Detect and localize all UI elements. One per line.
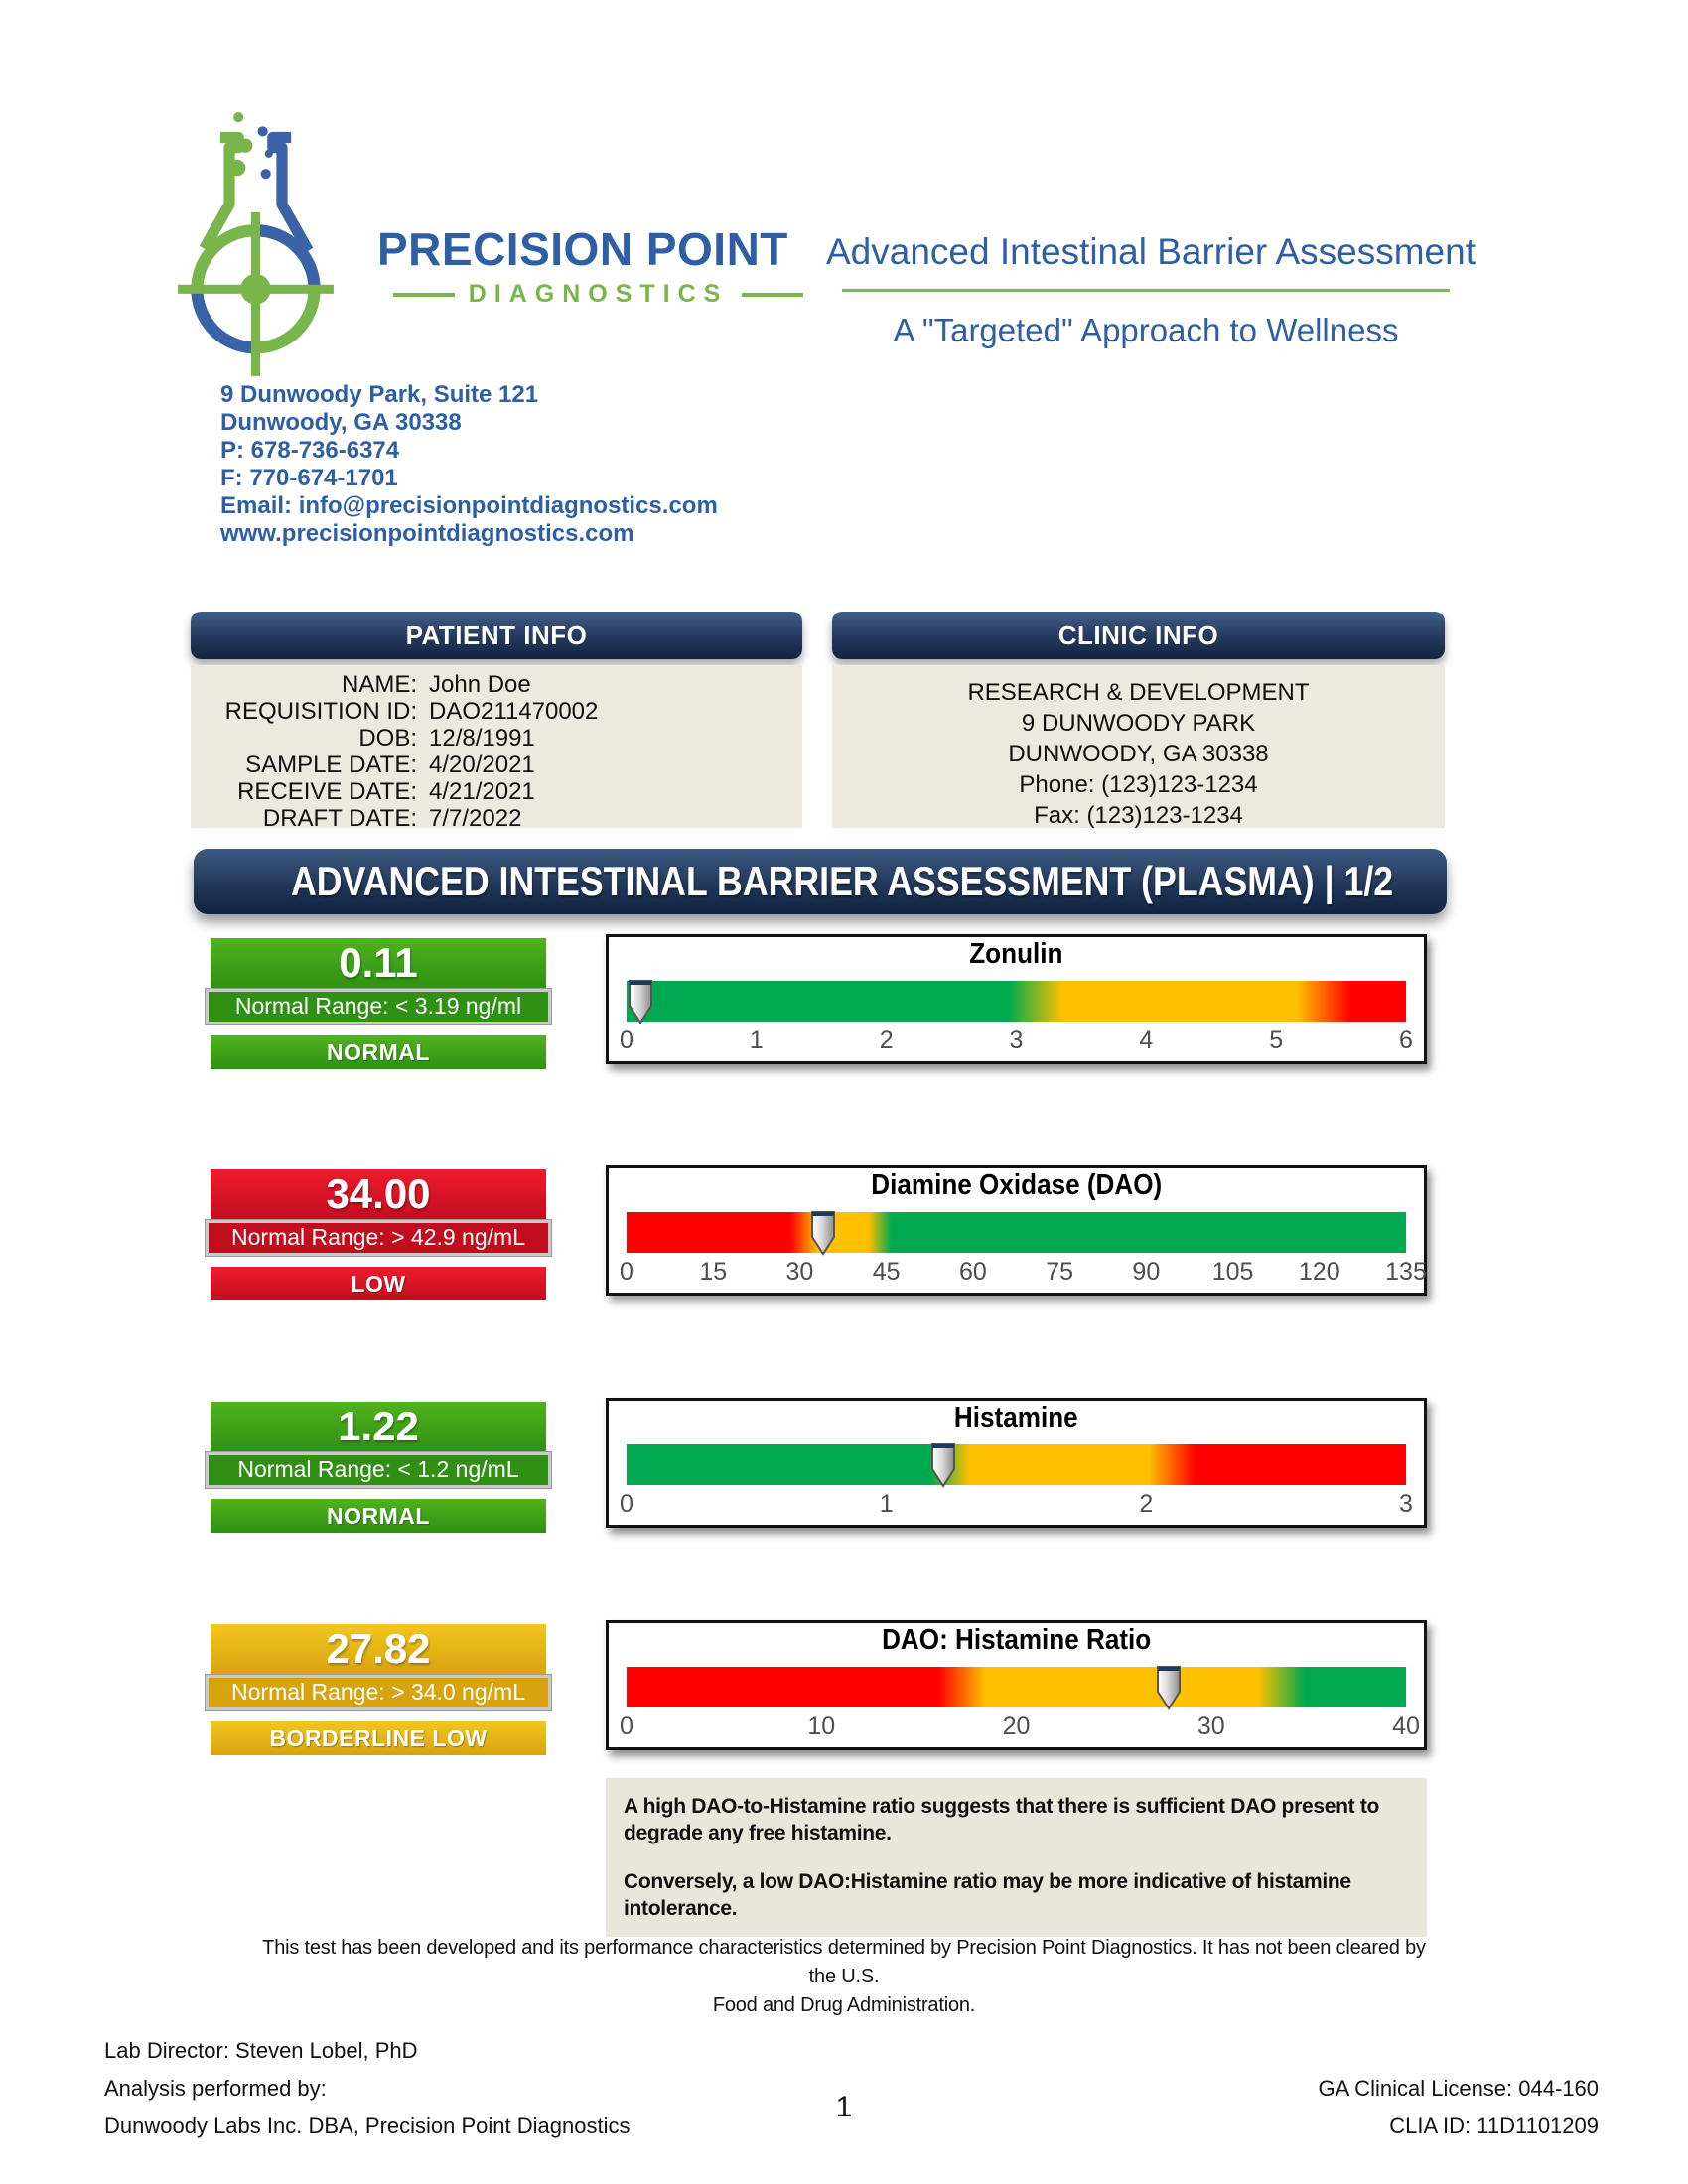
brand-name-primary: PRECISION POINT xyxy=(377,223,788,275)
gauge-tick-label: 135 xyxy=(1385,1258,1427,1286)
gauge-title xyxy=(609,1169,1424,1202)
brand-underline xyxy=(842,289,1450,292)
status-badge: BORDERLINE LOW xyxy=(211,1721,546,1755)
contact-line-website: www.precisionpointdiagnostics.com xyxy=(220,520,634,547)
status-badge: LOW xyxy=(211,1267,546,1300)
footer-analysis-by: Analysis performed by: xyxy=(104,2076,327,2101)
clinic-line-phone: Phone: (123)123-1234 xyxy=(1019,771,1258,798)
report-section-title: ADVANCED INTESTINAL BARRIER ASSESSMENT (PLASMA) | 1/2 xyxy=(290,858,1394,904)
gauge-title xyxy=(609,1624,1424,1657)
clinic-info-card xyxy=(832,665,1445,828)
patient-row-value: John Doe xyxy=(429,671,531,698)
result-row-zonulin xyxy=(0,934,1688,1064)
gauge-title-label: DAO: Histamine Ratio xyxy=(881,1624,1152,1656)
page-number: 1 xyxy=(835,2091,853,2123)
result-value: 1.22 xyxy=(211,1402,546,1452)
patient-row-receive-date xyxy=(191,778,802,805)
gauge-bar xyxy=(627,1667,1406,1707)
gauge-tick-label: 30 xyxy=(785,1258,814,1286)
patient-row-label: DRAFT DATE: xyxy=(262,805,417,832)
patient-row-draft-date xyxy=(191,805,802,832)
brand-tagline: A "Targeted" Approach to Wellness xyxy=(893,312,1399,348)
patient-row-label: NAME: xyxy=(341,671,417,698)
patient-row-name xyxy=(191,671,802,698)
precision-point-logo-icon xyxy=(149,109,362,382)
patient-row-label: REQUISITION ID: xyxy=(224,698,417,725)
gauge-tick-label: 1 xyxy=(879,1490,894,1518)
gauge-tick-label: 90 xyxy=(1132,1258,1161,1286)
clinic-line-address1: 9 DUNWOODY PARK xyxy=(1021,710,1256,737)
contact-line-phone: P: 678-736-6374 xyxy=(220,437,400,464)
gauge-tick-label: 105 xyxy=(1211,1258,1254,1286)
patient-row-value: 7/7/2022 xyxy=(429,805,522,832)
patient-row-value: 12/8/1991 xyxy=(429,725,535,751)
gauge-tick-label: 40 xyxy=(1392,1712,1420,1740)
patient-row-dob xyxy=(191,725,802,751)
result-row-dao-histamine-ratio xyxy=(0,1620,1688,1750)
contact-line-address2: Dunwoody, GA 30338 xyxy=(220,409,462,436)
contact-line-email: Email: info@precisionpointdiagnostics.com xyxy=(220,492,718,519)
patient-row-value: 4/20/2021 xyxy=(429,751,535,778)
footer-company: Dunwoody Labs Inc. DBA, Precision Point Diagnostics xyxy=(104,2114,631,2138)
normal-range-label: Normal Range: < 3.19 ng/ml xyxy=(206,989,551,1024)
gauge-panel xyxy=(606,1165,1427,1296)
gauge-marker-icon xyxy=(810,1209,836,1257)
patient-row-label: DOB: xyxy=(358,725,417,751)
gauge-title-label: Histamine xyxy=(954,1402,1078,1433)
gauge-ticks xyxy=(620,1712,1420,1742)
clinic-info-header: CLINIC INFO xyxy=(832,612,1445,659)
gauge-tick-label: 3 xyxy=(1009,1026,1024,1054)
report-product-title: Advanced Intestinal Barrier Assessment xyxy=(826,231,1476,272)
gauge-bar xyxy=(627,1444,1406,1485)
brand-dash-right xyxy=(742,293,803,297)
fda-disclaimer xyxy=(248,1934,1440,2020)
patient-row-requisition-id xyxy=(191,698,802,725)
gauge-tick-label: 0 xyxy=(620,1712,633,1740)
gauge-tick-label: 120 xyxy=(1298,1258,1340,1286)
gauge-ticks xyxy=(620,1026,1413,1056)
gauge-tick-label: 5 xyxy=(1269,1026,1284,1054)
footer-lab-director: Lab Director: Steven Lobel, PhD xyxy=(104,2038,418,2063)
fda-disclaimer-line-2: Food and Drug Administration. xyxy=(712,1994,976,2016)
gauge-bar xyxy=(627,1212,1406,1253)
contact-line-fax: F: 770-674-1701 xyxy=(220,465,398,491)
gauge-tick-label: 20 xyxy=(1002,1712,1031,1740)
patient-info-card xyxy=(191,665,802,832)
gauge-marker-icon xyxy=(1156,1664,1182,1711)
status-badge: NORMAL xyxy=(211,1499,546,1533)
gauge-tick-label: 15 xyxy=(699,1258,728,1286)
patient-row-sample-date xyxy=(191,751,802,778)
ratio-note-box xyxy=(606,1778,1427,1937)
lab-contact-block xyxy=(220,381,718,548)
gauge-tick-label: 0 xyxy=(620,1490,633,1518)
result-value: 34.00 xyxy=(211,1169,546,1220)
gauge-title-label: Diamine Oxidase (DAO) xyxy=(871,1169,1162,1201)
gauge-tick-label: 2 xyxy=(1139,1490,1154,1518)
gauge-tick-label: 3 xyxy=(1399,1490,1413,1518)
gauge-bar xyxy=(627,981,1406,1022)
patient-info-header: PATIENT INFO xyxy=(191,612,802,659)
ratio-note-paragraph-1: A high DAO-to-Histamine ratio suggests that there is sufficient DAO present to degrade any free histamine. xyxy=(624,1795,1380,1844)
clinic-line-fax: Fax: (123)123-1234 xyxy=(1034,802,1243,829)
footer-ga-license: GA Clinical License: 044-160 xyxy=(1318,2076,1599,2101)
gauge-tick-label: 4 xyxy=(1139,1026,1154,1054)
footer-clia-id: CLIA ID: 11D1101209 xyxy=(1389,2114,1599,2138)
gauge-tick-label: 6 xyxy=(1399,1026,1413,1054)
gauge-title xyxy=(609,938,1424,971)
gauge-panel xyxy=(606,1398,1427,1528)
brand-dash-left xyxy=(393,293,455,297)
gauge-ticks xyxy=(620,1490,1413,1520)
gauge-title xyxy=(609,1402,1424,1434)
gauge-tick-label: 75 xyxy=(1046,1258,1074,1286)
gauge-tick-label: 45 xyxy=(872,1258,901,1286)
result-row-dao xyxy=(0,1165,1688,1296)
gauge-tick-label: 60 xyxy=(958,1258,987,1286)
patient-row-label: SAMPLE DATE: xyxy=(245,751,417,778)
patient-row-label: RECEIVE DATE: xyxy=(237,778,417,805)
ratio-note-paragraph-2: Conversely, a low DAO:Histamine ratio may be more indicative of histamine intolerance. xyxy=(624,1870,1351,1920)
result-row-histamine xyxy=(0,1398,1688,1528)
brand-name-secondary xyxy=(377,280,819,309)
fda-disclaimer-line-1: This test has been developed and its performance characteristics determined by Precision Point Diagnostics. It has not been cleared by the U.S. xyxy=(262,1937,1426,1987)
gauge-title-label: Zonulin xyxy=(969,938,1063,970)
gauge-ticks xyxy=(620,1258,1427,1288)
brand-secondary-label: DIAGNOSTICS xyxy=(468,280,729,308)
gauge-tick-label: 1 xyxy=(749,1026,764,1054)
clinic-line-name: RESEARCH & DEVELOPMENT xyxy=(967,679,1310,706)
normal-range-label: Normal Range: < 1.2 ng/mL xyxy=(206,1452,551,1488)
gauge-marker-icon xyxy=(628,978,653,1025)
gauge-panel xyxy=(606,934,1427,1064)
contact-line-address1: 9 Dunwoody Park, Suite 121 xyxy=(220,381,539,408)
report-section-banner xyxy=(194,849,1447,914)
patient-row-value: 4/21/2021 xyxy=(429,778,535,805)
gauge-tick-label: 2 xyxy=(879,1026,894,1054)
result-value: 0.11 xyxy=(211,938,546,989)
gauge-tick-label: 10 xyxy=(807,1712,836,1740)
clinic-line-address2: DUNWOODY, GA 30338 xyxy=(1008,741,1269,767)
normal-range-label: Normal Range: > 42.9 ng/mL xyxy=(206,1220,551,1256)
result-value: 27.82 xyxy=(211,1624,546,1675)
gauge-tick-label: 0 xyxy=(620,1258,633,1286)
gauge-marker-icon xyxy=(930,1441,956,1489)
status-badge: NORMAL xyxy=(211,1035,546,1069)
gauge-panel xyxy=(606,1620,1427,1750)
gauge-tick-label: 30 xyxy=(1196,1712,1225,1740)
gauge-tick-label: 0 xyxy=(620,1026,633,1054)
patient-row-value: DAO211470002 xyxy=(429,698,599,725)
normal-range-label: Normal Range: > 34.0 ng/mL xyxy=(206,1675,551,1710)
